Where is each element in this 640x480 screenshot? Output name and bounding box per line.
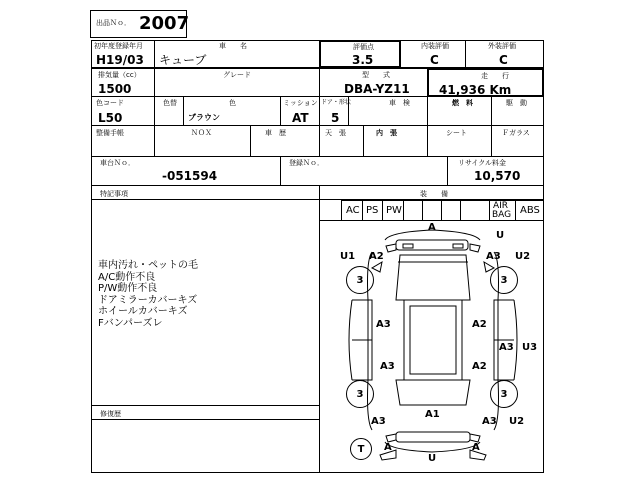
doors-label: ドア・形状: [321, 99, 351, 106]
damage-a3-left-rear: A3: [380, 361, 395, 372]
exterior-score-label: 外装評価: [488, 42, 516, 50]
damage-a3-right-top: A3: [486, 251, 501, 262]
damage-a-bottom-right: A: [472, 442, 480, 453]
interior-score-label: 内装評価: [421, 42, 449, 50]
color-code-label: 色コード: [96, 99, 124, 107]
interior-score-value: C: [430, 53, 439, 67]
equipment-label: 装 備: [420, 190, 448, 198]
color-code-value: L50: [98, 111, 123, 125]
fuel-label: 燃 料: [452, 99, 473, 107]
tire-front-left: 3: [346, 266, 374, 294]
mileage-label: 走 行: [481, 72, 509, 80]
damage-front-top: A: [428, 222, 436, 233]
rear-bumper: [396, 432, 470, 442]
damage-a3-right-mid: A3: [499, 342, 514, 353]
tire-rear-left: 3: [346, 380, 374, 408]
transmission-label: ミッション: [283, 99, 318, 107]
damage-a3-rear-right: A3: [482, 416, 497, 427]
mileage-value: 41,936 Km: [439, 83, 512, 97]
lot-number: 2007: [139, 13, 190, 34]
equip-ac: AC: [341, 200, 363, 221]
car-name-value: キューブ: [159, 53, 207, 67]
sunroof-label: 天 張: [325, 129, 346, 137]
model-label: 型 式: [362, 71, 390, 79]
first-reg-value: H19/03: [96, 53, 144, 67]
inspection-label: 車 検: [389, 99, 410, 107]
score-value: 3.5: [352, 53, 374, 67]
nox-label: ＮＯＸ: [191, 129, 212, 137]
damage-u3: U3: [522, 342, 538, 353]
damage-u1: U1: [340, 251, 356, 262]
score-label: 評価点: [353, 43, 374, 51]
color-value: ブラウン: [188, 113, 220, 122]
note-line: 車内汚れ・ペットの毛: [98, 260, 198, 271]
chassis-value: -051594: [162, 169, 218, 183]
note-line: ホイールカバーキズ: [98, 306, 188, 317]
note-line: A/C動作不良: [98, 271, 156, 283]
glass-label: Ｆガラス: [502, 129, 530, 137]
color-change-label: 色替: [163, 99, 177, 107]
first-reg-label: 初年度登録年月: [94, 42, 143, 50]
rear-window: [396, 380, 470, 405]
lot-number-label: 出品Ｎｏ．: [96, 19, 131, 27]
color-label: 色: [229, 99, 236, 107]
equip-abs: ABS: [515, 200, 544, 221]
grade-label: グレード: [223, 71, 251, 79]
interior-trim-label: 内 張: [376, 129, 397, 137]
damage-a2-right-rear: A2: [472, 361, 487, 372]
tire-front-right: 3: [490, 266, 518, 294]
damage-a3-rear-left: A3: [371, 416, 386, 427]
seat-label: シート: [446, 129, 467, 137]
roof-outline: [404, 300, 462, 380]
tire-rear-right: 3: [490, 380, 518, 408]
displacement-value: 1500: [98, 82, 132, 96]
history-label: 車 歴: [265, 129, 286, 137]
transmission-value: AT: [292, 111, 309, 125]
note-line: P/W動作不良: [98, 283, 158, 294]
equip-airbag: AIR BAG: [489, 200, 516, 221]
displacement-label: 排気量（cc）: [98, 71, 141, 79]
damage-a3-left-door: A3: [376, 319, 391, 330]
car-name-label: 車 名: [219, 42, 247, 50]
notes-label: 特記事項: [100, 190, 128, 198]
note-line: Fバンパーズレ: [98, 317, 163, 329]
reg-no-label: 登録Ｎｏ．: [289, 159, 324, 167]
tire-spare: T: [350, 438, 372, 460]
recycle-label: リサイクル料金: [458, 159, 507, 167]
equip-ps: PS: [362, 200, 383, 221]
damage-a2-left-top: A2: [369, 251, 384, 262]
doors-value: 5: [331, 111, 340, 125]
repair-label: 修復歴: [100, 410, 121, 418]
damage-top-right-u: U: [496, 230, 505, 241]
damage-a-bottom-left: A: [384, 442, 392, 453]
recycle-value: 10,570: [474, 169, 521, 183]
equip-pw: PW: [382, 200, 404, 221]
manual-label: 整備手帳: [96, 129, 124, 137]
damage-a1-rear: A1: [425, 409, 440, 420]
model-value: DBA-YZ11: [344, 82, 410, 96]
drive-label: 駆 動: [506, 99, 527, 107]
damage-a2-right-door: A2: [472, 319, 487, 330]
exterior-score-value: C: [499, 53, 508, 67]
damage-u2-rear: U2: [509, 416, 525, 427]
chassis-label: 車台Ｎｏ．: [100, 159, 135, 167]
damage-u-bottom: U: [428, 453, 437, 464]
damage-u2: U2: [515, 251, 531, 262]
note-line: ドアミラーカバーキズ: [98, 294, 198, 306]
